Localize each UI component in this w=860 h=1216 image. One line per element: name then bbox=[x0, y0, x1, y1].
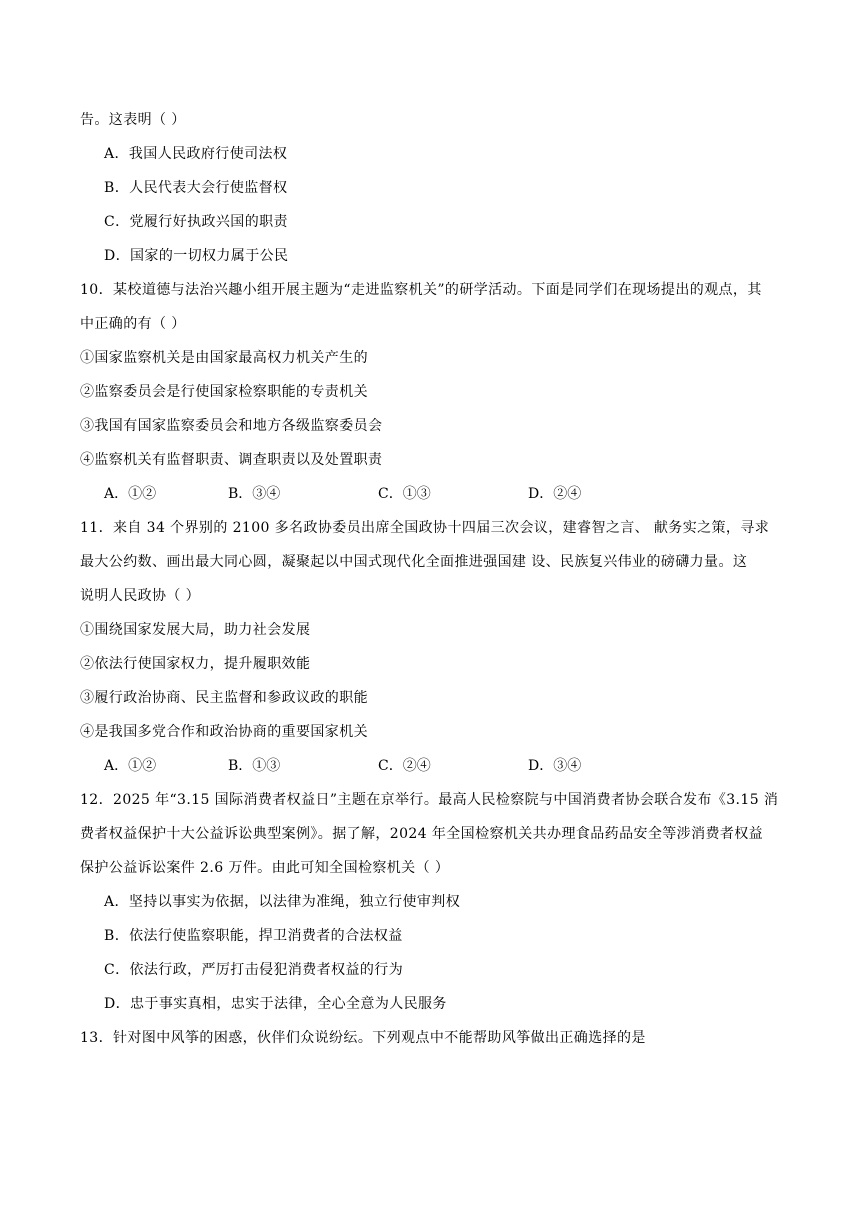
q10-statement-3: ③我国有国家监察委员会和地方各级监察委员会 bbox=[80, 418, 383, 434]
q12-stem-line1: 12．2025 年“3.15 国际消费者权益日”主题在京举行。最高人民检察院与中国消费者协会联合发布《3.15 消 bbox=[80, 792, 779, 808]
q9-stem-tail: 告。这表明（ ） bbox=[80, 112, 186, 128]
q11-statement-3: ③履行政治协商、民主监督和参政议政的职能 bbox=[80, 690, 368, 706]
q12-option-c: C．依法行政，严厉打击侵犯消费者权益的行为 bbox=[104, 962, 404, 978]
q11-choice-a: A．①② bbox=[104, 758, 157, 774]
q11-choice-b: B．①③ bbox=[228, 758, 281, 774]
q9-option-a: A．我国人民政府行使司法权 bbox=[104, 146, 288, 162]
q10-choice-b: B．③④ bbox=[228, 486, 281, 502]
q13-stem-line1: 13．针对图中风筝的困惑，伙伴们众说纷纭。下列观点中不能帮助风筝做出正确选择的是 bbox=[80, 1030, 646, 1046]
q11-stem-line1: 11．来自 34 个界别的 2100 多名政协委员出席全国政协十四届三次会议，建睿智之言、 献务实之策，寻求 bbox=[80, 520, 770, 536]
q10-choice-d: D．②④ bbox=[528, 486, 582, 502]
q12-option-b: B．依法行使监察职能，捍卫消费者的合法权益 bbox=[104, 928, 403, 944]
q12-option-a: A．坚持以事实为依据，以法律为准绳，独立行使审判权 bbox=[104, 894, 461, 910]
q11-statement-1: ①围绕国家发展大局，助力社会发展 bbox=[80, 622, 311, 638]
q10-stem-line1: 10．某校道德与法治兴趣小组开展主题为“走进监察机关”的研学活动。下面是同学们在现场提出的观点，其 bbox=[80, 282, 762, 298]
q11-choices bbox=[0, 756, 860, 776]
q11-choice-d: D．③④ bbox=[528, 758, 582, 774]
q9-option-d: D．国家的一切权力属于公民 bbox=[104, 248, 289, 264]
q10-choice-a: A．①② bbox=[104, 486, 157, 502]
q9-option-b: B．人民代表大会行使监督权 bbox=[104, 180, 288, 196]
q11-statement-2: ②依法行使国家权力，提升履职效能 bbox=[80, 656, 311, 672]
q10-statement-4: ④监察机关有监督职责、调查职责以及处置职责 bbox=[80, 452, 383, 468]
q9-option-c: C．党履行好执政兴国的职责 bbox=[104, 214, 288, 230]
q11-stem-line2: 最大公约数、画出最大同心圆，凝聚起以中国式现代化全面推进强国建 设、民族复兴伟业的磅礴力量。这 bbox=[80, 554, 748, 570]
q10-statement-1: ①国家监察机关是由国家最高权力机关产生的 bbox=[80, 350, 368, 366]
q10-choice-c: C．①③ bbox=[378, 486, 431, 502]
q11-stem-line3: 说明人民政协（ ） bbox=[80, 588, 201, 604]
q11-statement-4: ④是我国多党合作和政治协商的重要国家机关 bbox=[80, 724, 368, 740]
q12-stem-line2: 费者权益保护十大公益诉讼典型案例》。据了解，2024 年全国检察机关共办理食品药品安全等涉消费者权益 bbox=[80, 826, 764, 842]
q12-stem-line3: 保护公益诉讼案件 2.6 万件。由此可知全国检察机关（ ） bbox=[80, 860, 450, 876]
q10-statement-2: ②监察委员会是行使国家检察职能的专责机关 bbox=[80, 384, 368, 400]
q12-option-d: D．忠于事实真相，忠实于法律，全心全意为人民服务 bbox=[104, 996, 447, 1012]
q11-choice-c: C．②④ bbox=[378, 758, 431, 774]
q10-choices bbox=[0, 484, 860, 504]
q10-stem-line2: 中正确的有（ ） bbox=[80, 316, 186, 332]
